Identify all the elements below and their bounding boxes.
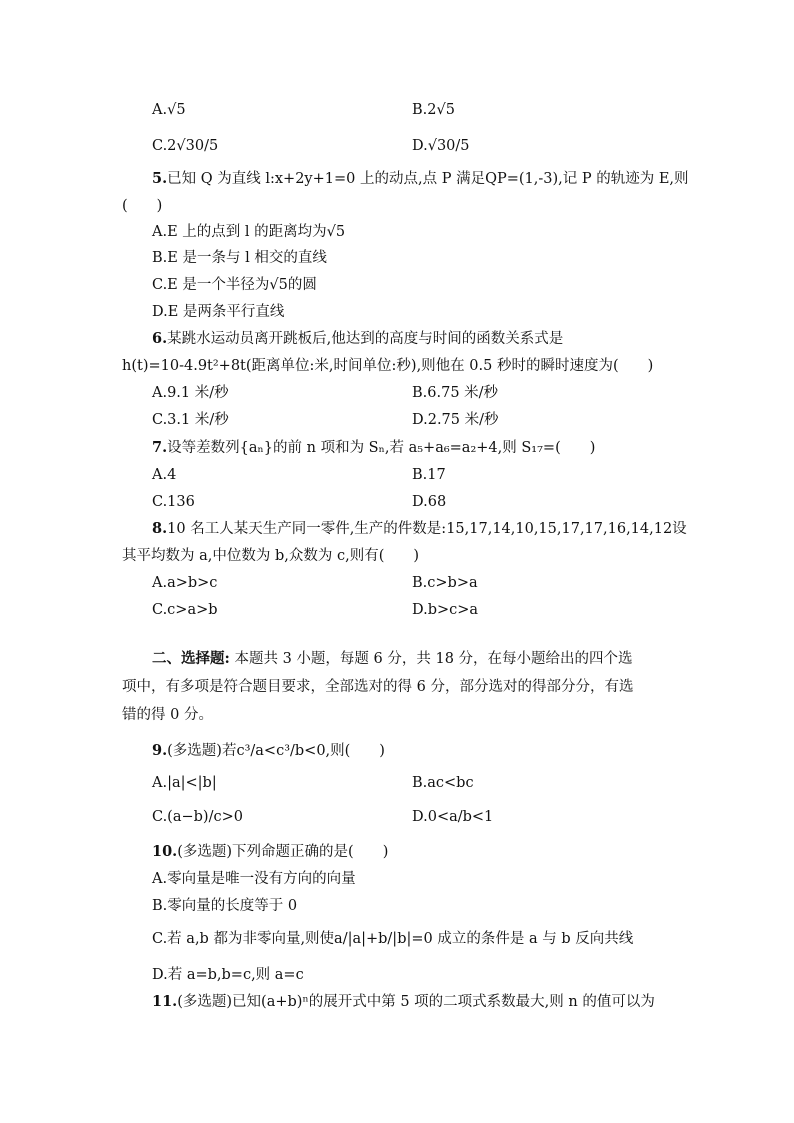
q7-option-b: B.17 bbox=[412, 467, 446, 483]
question-6-text: 某跳水运动员离开跳板后,他达到的高度与时间的函数关系式是 bbox=[167, 331, 564, 347]
q6-option-b: B.6.75 米/秒 bbox=[412, 385, 499, 401]
q8-option-a: A.a>b>c bbox=[152, 575, 218, 591]
question-10-number: 10. bbox=[152, 843, 178, 860]
question-11-number: 11. bbox=[152, 993, 178, 1010]
question-5-text: 已知 Q 为直线 l:x+2y+1=0 上的动点,点 P 满足QP=(1,-3),记 P 的轨迹为 E,则 bbox=[167, 171, 689, 187]
q6-option-a: A.9.1 米/秒 bbox=[152, 385, 229, 401]
q10-option-b: B.零向量的长度等于 0 bbox=[152, 898, 298, 914]
section-2-text: 本题共 3 小题，每题 6 分，共 18 分，在每小题给出的四个选 bbox=[229, 651, 633, 667]
q8-option-d: D.b>c>a bbox=[412, 602, 479, 618]
section-2-line1 bbox=[152, 645, 633, 673]
question-9-stem bbox=[152, 740, 385, 762]
q9-option-c: C.(a−b)/c>0 bbox=[152, 809, 243, 825]
q7-option-d: D.68 bbox=[412, 494, 447, 510]
question-8-number: 8. bbox=[152, 520, 168, 537]
question-11-text: (多选题)已知(a+b)ⁿ的展开式中第 5 项的二项式系数最大,则 n 的值可以为 bbox=[177, 994, 655, 1010]
question-6-stem bbox=[152, 328, 563, 350]
question-7-text: 设等差数列{aₙ}的前 n 项和为 Sₙ,若 a₅+a₆=a₂+4,则 S₁₇=( ) bbox=[167, 440, 596, 456]
question-8-stem bbox=[152, 518, 687, 540]
q7-option-a: A.4 bbox=[152, 467, 177, 483]
q8-option-b: B.c>b>a bbox=[412, 575, 478, 591]
q4-option-a: A.√5 bbox=[152, 102, 186, 118]
question-5-paren: ( ) bbox=[122, 198, 163, 214]
q4-option-d: D.√30/5 bbox=[412, 138, 470, 154]
question-10-stem bbox=[152, 841, 388, 863]
section-2-line3: 错的得 0 分。 bbox=[122, 707, 213, 723]
q6-option-d: D.2.75 米/秒 bbox=[412, 412, 499, 428]
q10-option-d: D.若 a=b,b=c,则 a=c bbox=[152, 967, 304, 983]
q4-option-b: B.2√5 bbox=[412, 102, 455, 118]
q10-option-c: C.若 a,b 都为非零向量,则使a/|a|+b/|b|=0 成立的条件是 a 与 b 反向共线 bbox=[152, 931, 634, 947]
question-5-stem bbox=[152, 168, 689, 190]
q6-option-c: C.3.1 米/秒 bbox=[152, 412, 229, 428]
question-9-text: (多选题)若c³/a<c³/b<0,则( ) bbox=[167, 743, 385, 759]
q8-option-c: C.c>a>b bbox=[152, 602, 218, 618]
question-7-stem bbox=[152, 437, 595, 459]
question-11-stem bbox=[152, 991, 655, 1013]
question-9-number: 9. bbox=[152, 742, 168, 759]
q10-option-a: A.零向量是唯一没有方向的向量 bbox=[152, 871, 356, 887]
q9-option-a: A.|a|<|b| bbox=[152, 775, 217, 791]
question-7-number: 7. bbox=[152, 439, 168, 456]
question-6-stem-line2: h(t)=10-4.9t²+8t(距离单位:米,时间单位:秒),则他在 0.5 秒时的瞬时速度为( ) bbox=[122, 358, 654, 374]
question-8-text: 10 名工人某天生产同一零件,生产的件数是:15,17,14,10,15,17,17,16,14,12设 bbox=[167, 521, 687, 537]
q9-option-b: B.ac<bc bbox=[412, 775, 474, 791]
q7-option-c: C.136 bbox=[152, 494, 195, 510]
q5-option-a: A.E 上的点到 l 的距离均为√5 bbox=[152, 224, 346, 240]
q4-option-c: C.2√30/5 bbox=[152, 138, 219, 154]
q5-option-d: D.E 是两条平行直线 bbox=[152, 304, 285, 320]
question-5-number: 5. bbox=[152, 170, 168, 187]
q5-option-b: B.E 是一条与 l 相交的直线 bbox=[152, 250, 327, 266]
question-8-stem-line2: 其平均数为 a,中位数为 b,众数为 c,则有( ) bbox=[122, 548, 420, 564]
q5-option-c: C.E 是一个半径为√5的圆 bbox=[152, 277, 317, 293]
question-10-text: (多选题)下列命题正确的是( ) bbox=[177, 844, 389, 860]
section-2-heading: 二、选择题: bbox=[152, 650, 230, 667]
question-6-number: 6. bbox=[152, 330, 168, 347]
section-2-line2: 项中，有多项是符合题目要求，全部选对的得 6 分，部分选对的得部分分，有选 bbox=[122, 679, 634, 695]
q9-option-d: D.0<a/b<1 bbox=[412, 809, 494, 825]
